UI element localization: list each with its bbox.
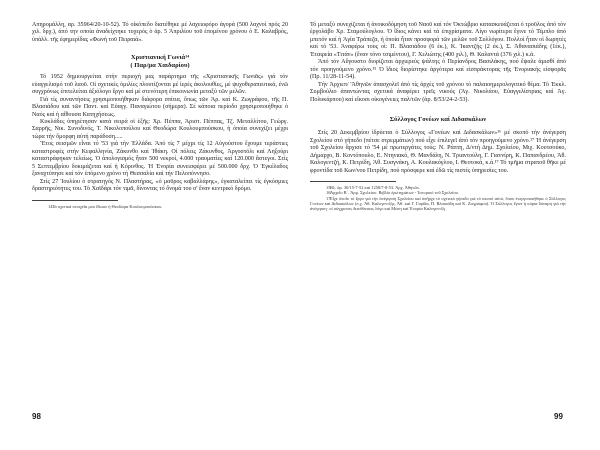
body-paragraph: Ἔτος σεισμῶν εἶναι τό '53 γιά τήν Ἑλλάδα. Ἀπό τίς 7 μέχρι τίς 12 Αὐγούστου ἔχουμε τεράστιες καταστροφές στήν Κεφαλληνία, Ζάκυνθο καί Ἰθάκη. Οἱ πόλεις Ζάκυνθος, Ἀργοστόλι καί Ληξούρι καταστράφηκαν τελείως. Ὁ ἀπολογισμός ἦταν 500 νεκροί, 4.000 τραυματίες καί 120.000 ἄστεγοι. Στίς 5 Σεπτεμβρίου δοκιμάζεται καί ἡ Κόρινθος. Ἡ Ἑνορία συνεισφέρει μέ 500.000 δρχ. Ὁ Ἐγκέλαδος ξαναχτύπησε καί τόν ἑπόμενο χρόνο τή Θεσσαλία καί τήν Πελοπόννησο. — [32, 141, 288, 178]
body-paragraph: Ἀπό τόν Αὔγουστο διορίζεται ἀρχιερεύς ψάλτης ὁ Περίανδρος Βασιλάκης, πού ἔψαλε ἀμισθί ἀπό τόν προηγούμενο χρόνο.¹⁵ Ὁ ἴδιος διορίστηκε ἀργότερα καί εἰσπράκτορας τῆς Ἐνοριακής εἰσφορᾶς (Πρ. 11/28-11-54). — [310, 59, 566, 81]
footnote-number: 15. — [326, 185, 332, 191]
section-heading-christian-corner: Χριστιανική Γωνιά¹⁴ — [130, 54, 190, 62]
footnote-rule — [310, 181, 396, 182]
page-number-left: 98 — [32, 412, 41, 421]
body-paragraph: Στίς 20 Δεκεμβρίου ἱδρύεται ὁ Σύλλογος «Γονέων καί Διδασκάλων»¹⁶ μέ σκοπό τήν ἀνέγερση Σχολείου στό γήπεδο (πέτσε στρεμμάτων) πού εἶχε ἐπιλεγεῖ ἀπό τόν προηγούμενο χρόνο.¹⁷ Ἡ ἀνέγερση τοῦ Σχολείου ἄρχισε τό '54 μέ πρωτεργάτες τούς: Ν. Ράπτη, Δ/ντή Δημ. Σχολείου, Μιχ. Κουτσούκο, Δήμαρχο, Β. Κοντόπουλο, Ε. Ντηνιακό, Θ. Μανδάλη, Ν. Τριαντούλη, Γ. Γιαννίρη, Κ. Παπανδρέου, Ἀθ. Καλογεντζή, Κ. Πετρίδη, Ἀθ. Συσγνάκη, Α. Κουλακόγλου, Ι. Θεοτοκά, κ.ά.¹⁷ Τό τμῆμα στρατοῦ θῆκε μέ φροντίδα τοῦ Κων/νου Πετρίδη, πού πρόσφερε καί ἐδῶ τίς πιστές ὑπηρεσίες του. — [310, 130, 566, 174]
right-page — [310, 22, 566, 442]
body-paragraph: Στίς 27 Ἰουλίου ὁ στρατηγός Ν. Πλαστήρας, «ὁ μαῦρος καβαλλάρης», ἐγκαταλείπει τίς ἐγκόσμιες δραστηριότητες του. Τό Χαϊδάρι τόν τιμᾶ, δίνοντας τό ὄνομά του σ' ἕναν κεντρικό δρόμο. — [32, 178, 288, 193]
left-page — [32, 22, 288, 442]
body-paragraph: Τό 1952 δημιουργείται στήν περιοχή μας παράρτημα τῆς «Χριστιανικῆς Γωνιᾶς» γιά τόν εὐαγγελισμό τοῦ λαοῦ. Οἱ σχετικές ὁμιλίες πλουτίζονται μέ ἱερές ἀκολουθίες, μέ ψυχοθεραπευτικά, ἐνῶ συγχρόνως ἐπιτελείται ἀξιόλογο ἔργο καί μέ στενότερη ἐπικοινωνία μεταξύ τῶν μελῶν. — [32, 74, 288, 96]
footnote — [32, 204, 288, 209]
footnote-number: 16. — [326, 190, 332, 196]
footnote-number: 17. — [326, 195, 332, 201]
footnote-text: Εἶχε ὁποῖο τό ἔργο γιά τήν ἀνέγερση Σχολείου καί ὑπῆρχε τό σχετικό γήπεδο γιά τό σκοπό αὐτό, ὅπου ἐνεργοποιήθηκε ὁ Σύλλογος Γονέων καί Διδασκάλων (π.χ. Ἀθ. Καλογεντζής, Ἀθ. καί Γ. Γαρίδα, Π. Βλασιάδη καί Κ. Ζωγράφου). Ὁ Σύλλογος ἔγινε ἡ κύρια δύναμη γιά τήν ἀνέγερση· οἱ σύγχρονες διευθύνσεις λόγο καί Μέση καί Ἑνορία Καλογεντζή. — [310, 195, 566, 212]
footnote-text: Βλ. ἀρ. 30/15-7-52 καί 1258/7-8-53. Ἀρχ. Ἀθηνῶν. — [330, 185, 421, 191]
section-heading-parents-association: Σύλλογος Γονέων καί Διδασκάλων — [389, 115, 487, 123]
intro-paragraph: Απηρομάλλη, αρ. 35964/20-10-52). Τό οἰκόπεδο διατέθηκε μέ λαχειοφόρο άγορά (500 λαχνοί πρός 20 χιλ. δρχ.), άπό την οποία ἀναδείχτηκε τυχερός ὁ ἀρ. 5 Ἀπριλίου τοῦ ἐπομένου χρόνου ὁ Ε. Καλαβρός, ὑπάλλ. τῆς ἐφημερίδας «Φωνή τοῦ Πειραιά». — [32, 22, 288, 43]
footnote — [310, 196, 566, 212]
footnote-text: Ἀρχεῖο Β΄. Ἀρμ. Σχολείου. Βιβλίο ἐρωτημάτων - Ἱστορικό τοῦ Σχολείου. — [330, 190, 459, 196]
body-paragraph: Κυκλάδες ὑπηρέτησαν κατά σειρά οἱ ἑξῆς: Χρ. Πέππα, Ἀριστ. Πέππας, Τζ. Μεταλλίτου, Γεώργ. Σαρρῆς, Νικ. Συνοδινός, Τ. Νικολοπούλου καί Θεοδώρα Κουλουμπούσκου, ἡ ὁποία συνεχίζει μέχρι τώρα τήν ὄμορφη αὐτή παράδοση..... — [32, 118, 288, 140]
footnote-number: 14. — [48, 203, 54, 209]
body-paragraph: Τό μεταξύ συνεχίζεται ἡ ἀνοικοδόμηση τοῦ Ναοῦ καί τόν Ὀκτώβριο κατασκευάζεται ὁ τροῦλος ἀπό τόν ἐργολάβο Χρ. Σταμούλογλου. Ὁ ἴδιος κάνει καί τά ἐπιχρίσματα. Λίγο νωρίτερα ἔγινε τό Τέμπλο ἀπό μπετόν καί ἡ Ἁγία Τράπεζα, ἡ ὁποία ἦταν προσφορά τῶν μελῶν τοῦ Συλλόγου. Πολλοί ἦταν οἱ δωρητές καί τό '53. Ἀναφέρω τους οἱ: Π. Βλασιάδου (6 ἐκ.), Κ. Ἰκαντζής (2 ἐκ.), Σ. Ἀθανασιάδης (1ἐκ.), Ἑταιρεία «Τιτάν» (ἕναν τόνο τσιμέντου), Γ. Χελιώτης (400 χιλ.), Θ. Καλαντά (376 χιλ.) κ.ά. — [310, 22, 566, 58]
section-subheading: ( Παρ/μα Χαιδαρίου) — [130, 61, 190, 69]
body-paragraph: Γιά τίς συναντήσεις χρησιμοποιήθηκαν διάφορα σπίτια, ὅπως τῶν Ἀρ. καί Κ. Ζωγράφου, τῆς Π. Βλασιάδου καί τῶν Παντ. καί Εὐαγγ. Παναγιώτου (σήμερα). Σέ κάποια περίοδο χρησιμοποιήθηκε ὁ Ναός καί ἡ αἴθουσα Κατηχήσεως. — [32, 96, 288, 118]
page-number-right: 99 — [554, 412, 563, 421]
footnote-text: Τά σχετικά στοιχεῖα μου ἔδωσε ἡ Θεοδώρα Κουλουμπούσκου. — [52, 203, 163, 209]
footnote-rule — [32, 200, 118, 201]
body-paragraph: Τήν Ἀρχιεπ/ 'Ἀθηνῶν ἀπασχολεῖ ἀπό τίς ἀρχές τοῦ χρόνου τό παλαιοημερολογιτικό θέμα. Τό Ἐκκλ. Συμβούλιο ἀπαντώντας σχετικά ἀναφέρει τρεῖς νικούς (Ἁγ. Νικολάου, Εὐαγγελίστριας καί Ἁγ. Πολυκάρπου) καί εἴκοσι οἰκογένειες παλ/τῶν (ἀρ. 8/53/24-2-53). — [310, 81, 566, 103]
